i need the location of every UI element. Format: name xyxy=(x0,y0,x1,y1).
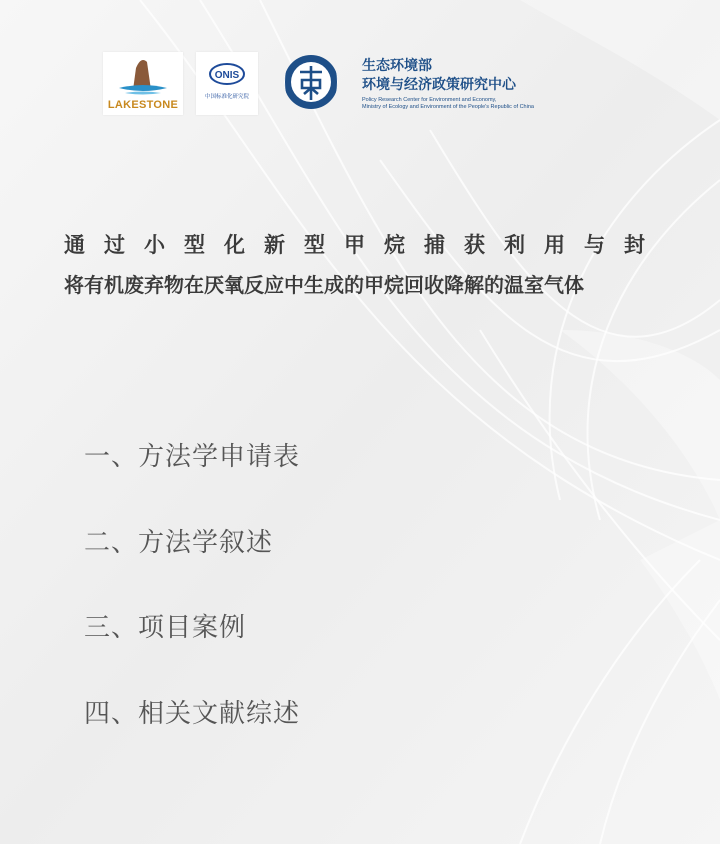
onis-wordmark: ONIS xyxy=(214,70,240,81)
onis-subtitle: 中国标准化研究院 xyxy=(204,94,249,100)
prc-name-en-line1: Policy Research Center for Environment and Economy, xyxy=(362,97,497,103)
lakestone-logo xyxy=(103,52,183,115)
lakestone-wordmark: LAKESTONE xyxy=(107,99,179,111)
prc-name-en-line2: Ministry of Ecology and Environment of the People's Republic of China xyxy=(362,104,534,110)
prc-name-cn-line1: 生态环境部 xyxy=(362,58,432,74)
toc-item-1[interactable]: 一、方法学申请表 xyxy=(84,442,301,472)
onis-emblem-icon xyxy=(196,52,258,92)
prc-emblem-icon xyxy=(272,50,350,116)
onis-logo xyxy=(196,52,258,115)
logo-bar xyxy=(0,0,720,130)
document-title-line1: 通过小型化新型甲烷捕获利用与封 xyxy=(64,233,664,257)
toc-item-4[interactable]: 四、相关文献综述 xyxy=(84,699,301,729)
toc-item-3[interactable]: 三、项目案例 xyxy=(84,613,247,643)
document-title-line2: 将有机废弃物在厌氧反应中生成的甲烷回收降解的温室气体 xyxy=(64,273,584,297)
rock-icon xyxy=(103,52,183,100)
prc-name-cn-line2: 环境与经济政策研究中心 xyxy=(362,77,516,93)
toc-item-2[interactable]: 二、方法学叙述 xyxy=(84,528,274,558)
